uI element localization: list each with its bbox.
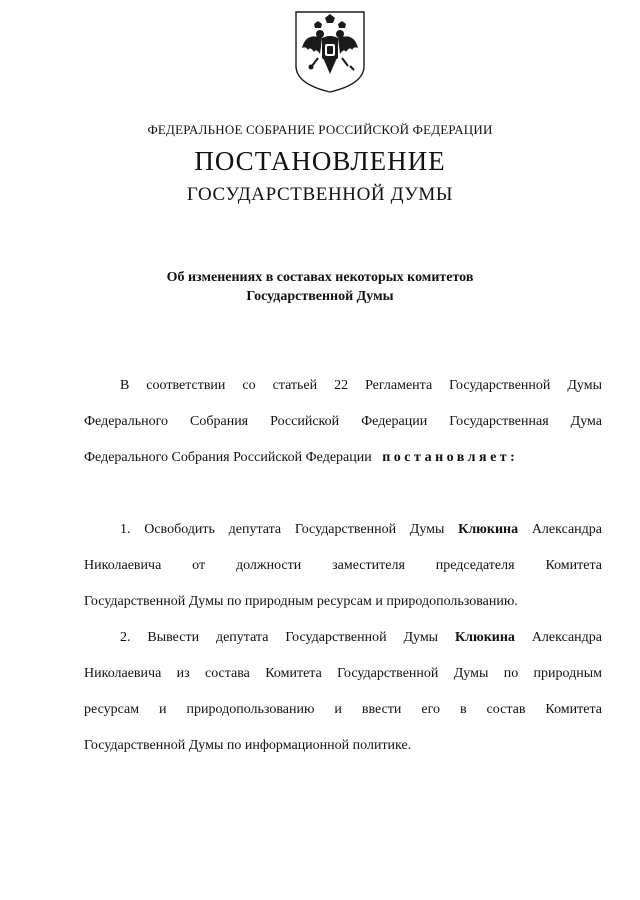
preamble-line-1: В соответствии со статьей 22 Регламента Государственной Думы	[120, 378, 602, 393]
item-2-line-1	[84, 620, 602, 656]
organization-name: ФЕДЕРАЛЬНОЕ СОБРАНИЕ РОССИЙСКОЙ ФЕДЕРАЦИИ	[147, 122, 493, 137]
item-2-line-4: Государственной Думы по информационной политике.	[84, 738, 412, 753]
issuing-body: ГОСУДАРСТВЕННОЙ ДУМЫ	[186, 184, 454, 205]
document-title	[0, 268, 640, 306]
item-1-surname: Клюкина	[458, 522, 519, 537]
item-1-line-1	[84, 512, 602, 548]
preamble-line-2: Федерального Собрания Российской Федерации Государственная Дума	[84, 414, 602, 429]
item-2-surname: Клюкина	[455, 630, 515, 645]
title-line-1: Об изменениях в составах некоторых комитетов	[166, 270, 474, 285]
item-1	[84, 512, 602, 620]
item-2-line-1-end: Александра	[531, 630, 603, 645]
preamble-line-3	[84, 440, 602, 476]
item-1-line-1-end: Александра	[531, 522, 603, 537]
item-2-line-3: ресурсам и природопользованию и ввести его в состав Комитета	[84, 702, 602, 717]
decree-word: постановляет:	[382, 450, 519, 465]
item-1-line-1-start: 1. Освободить депутата Государственной Думы	[120, 522, 445, 537]
item-1-line-3: Государственной Думы по природным ресурсам и природопользованию.	[84, 594, 518, 609]
item-2-line-2: Николаевича из состава Комитета Государственной Думы по природным	[84, 666, 602, 681]
item-1-line-2: Николаевича от должности заместителя председателя Комитета	[84, 558, 602, 573]
item-2-line-1-start: 2. Вывести депутата Государственной Думы	[120, 630, 439, 645]
preamble-line-3-text: Федерального Собрания Российской Федерации	[84, 450, 372, 465]
item-2	[84, 620, 602, 764]
russian-coat-of-arms-icon	[292, 8, 368, 94]
document-type: ПОСТАНОВЛЕНИЕ	[194, 146, 446, 176]
title-line-2: Государственной Думы	[246, 289, 394, 304]
preamble	[84, 368, 602, 476]
